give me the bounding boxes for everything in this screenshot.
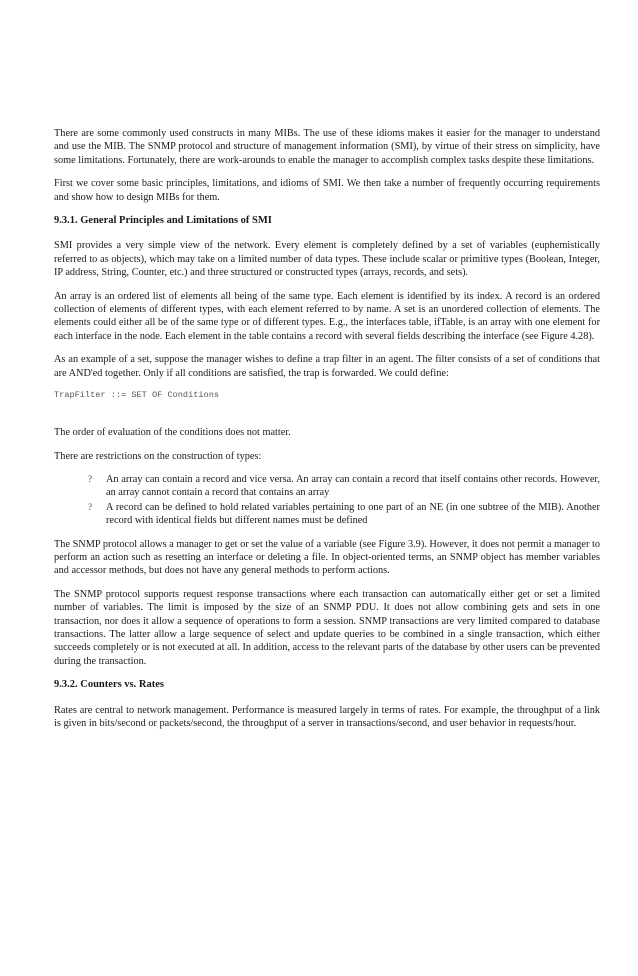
restriction-text: A record can be defined to hold related variables pertaining to one part of an NE (in one subtree of the MIB). Another record with identical fields but different names must be defined — [106, 501, 600, 527]
list-item — [88, 473, 600, 500]
list-item — [88, 501, 600, 528]
bullet-icon: ? — [88, 501, 92, 512]
rates-paragraph: Rates are central to network management. Performance is measured largely in terms of rates. For example, the throughput of a link is given in bits/second or packets/second, the throughput of a server in transactions/second, and user behavior in requests/hour. — [54, 704, 600, 729]
restriction-text: An array can contain a record and vice versa. An array can contain a record that itself contains other records. However, an array cannot contain a record that contains an array — [106, 473, 600, 499]
get-set-paragraph: The SNMP protocol allows a manager to get or set the value of a variable (see Figure 3.9). However, it does not permit a manager to perform an action such as resetting an interface or deleting a file. In object-oriented terms, an SNMP object has member variables and accessor methods, but does not have any general methods to perform actions. — [54, 538, 600, 577]
array-record-set-paragraph: An array is an ordered list of elements all being of the same type. Each element is identified by its index. A record is an ordered collection of elements of different types, with each element referred to by name. A set is an unordered collection of elements. The elements could either all be of the same type or of different types. E.g., the interfaces table, ifTable, is an array with one element for each interface in the node. Each element in the table contains a record with several fields describing the interface (see Figure 4.28). — [54, 290, 600, 342]
set-example-paragraph: As an example of a set, suppose the manager wishes to define a trap filter in an agent. The filter consists of a set of conditions that are AND'ed together. Only if all conditions are satisfied, the trap is forwarded. We could define: — [54, 354, 600, 379]
trapfilter-code-line: TrapFilter ::= SET OF Conditions — [54, 390, 220, 401]
restrictions-intro-paragraph: There are restrictions on the construction of types: — [54, 450, 262, 462]
restrictions-list — [54, 473, 600, 528]
transactions-paragraph: The SNMP protocol supports request response transactions where each transaction can automatically either get or set a limited number of variables. The limit is imposed by the size of an SNMP PDU. It does not allow combining gets and sets in one transaction, nor does it allow a sequence of operations to form a session. SNMP transactions are very limited compared to database transactions. The latter allow a large sequence of select and update queries to be combined in a single transaction, which either succeeds completely or is not executed at all. In addition, access to the relevant parts of the database by other users can be prevented during the transaction. — [54, 588, 600, 667]
smi-view-paragraph: SMI provides a very simple view of the network. Every element is completely defined by a set of variables (euphemistically referred to as objects), which may take on a limited number of data types. These include scalar or primitive types (Boolean, Integer, IP address, String, Counter, etc.) and three structured or constructed types (arrays, records, and sets). — [54, 240, 600, 279]
section-heading-general-principles: 9.3.1. General Principles and Limitations of SMI — [54, 215, 272, 227]
evaluation-order-paragraph: The order of evaluation of the conditions does not matter. — [54, 427, 291, 439]
bullet-icon: ? — [88, 473, 92, 484]
intro-paragraph-2: First we cover some basic principles, limitations, and idioms of SMI. We then take a number of frequently occurring requirements and show how to design MIBs for them. — [54, 178, 600, 203]
section-heading-counters-rates: 9.3.2. Counters vs. Rates — [54, 679, 164, 691]
intro-paragraph-1: There are some commonly used constructs in many MIBs. The use of these idioms makes it easier for the manager to understand and use the MIB. The SNMP protocol and structure of management information (SMI), by virtue of their stress on simplicity, have some limitations. Fortunately, there are work-arounds to enable the manager to accomplish complex tasks despite these limitations. — [54, 128, 600, 166]
